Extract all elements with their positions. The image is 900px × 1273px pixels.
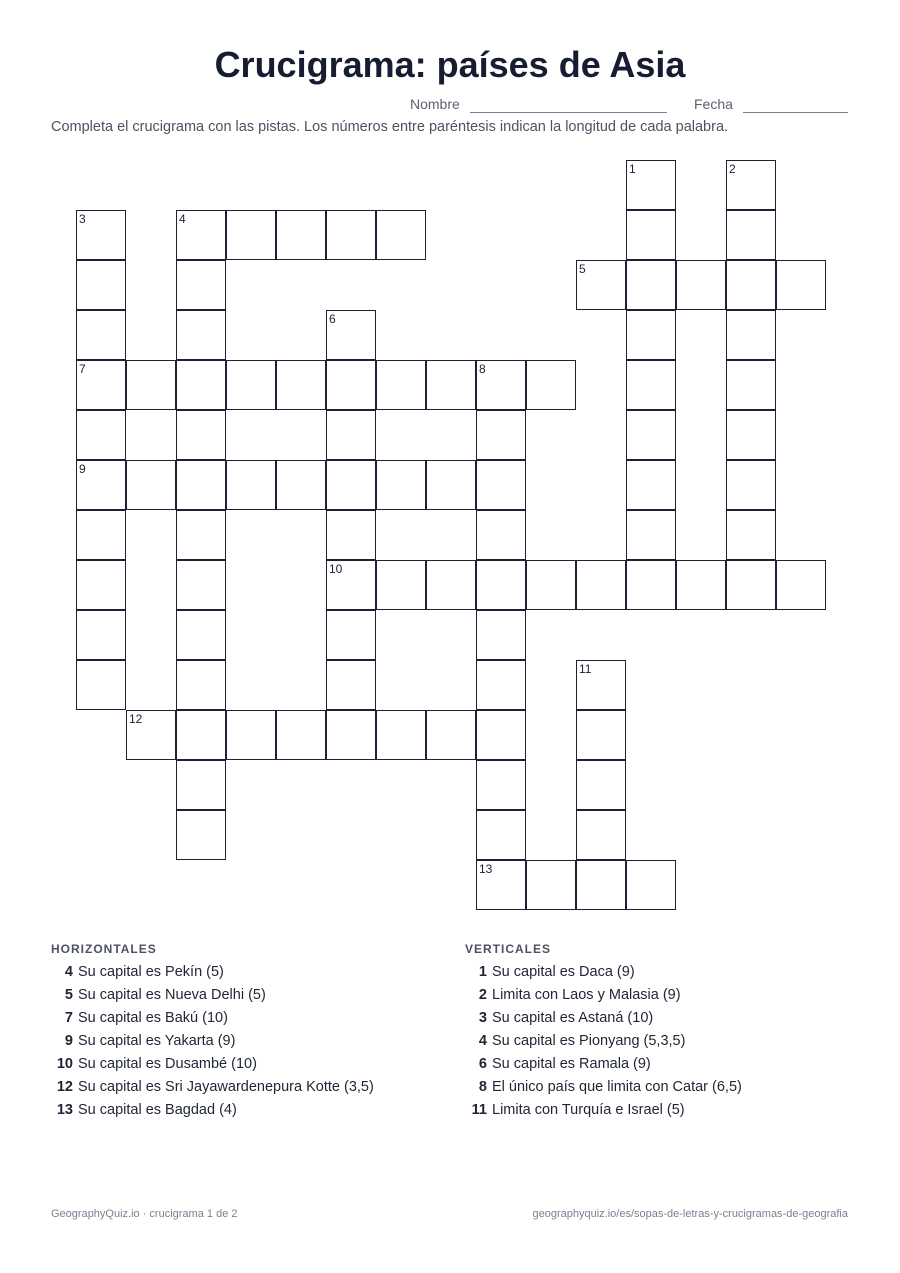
clue-number: 4 (478, 1033, 487, 1049)
clue-text: Su capital es Dusambé (10) (78, 1056, 257, 1072)
grid-cell[interactable] (76, 660, 126, 710)
grid-cell[interactable] (476, 510, 526, 560)
grid-cell[interactable] (426, 710, 476, 760)
clue-item (465, 1056, 865, 1079)
clue-item (465, 964, 865, 987)
clue-number: 8 (478, 1079, 487, 1095)
grid-cell[interactable] (726, 560, 776, 610)
cell-number: 11 (579, 662, 592, 676)
grid-cell[interactable] (726, 260, 776, 310)
footer-right: geographyquiz.io/es/sopas-de-letras-y-crucigramas-de-geografia (532, 1208, 848, 1220)
instructions: Completa el crucigrama con las pistas. Los números entre paréntesis indican la longitud de cada palabra. (51, 119, 729, 135)
grid-cell[interactable] (326, 310, 376, 360)
clue-number: 1 (478, 964, 487, 980)
grid-cell[interactable] (626, 310, 676, 360)
cell-number: 2 (729, 162, 736, 176)
grid-cell[interactable] (726, 210, 776, 260)
grid-cell[interactable] (626, 160, 676, 210)
grid-cell[interactable] (376, 560, 426, 610)
grid-cell[interactable] (726, 160, 776, 210)
grid-cell[interactable] (626, 410, 676, 460)
grid-cell[interactable] (176, 710, 226, 760)
clue-number: 6 (478, 1056, 487, 1072)
grid-cell[interactable] (176, 610, 226, 660)
clue-number: 5 (64, 987, 73, 1003)
grid-cell[interactable] (626, 210, 676, 260)
clue-text: Su capital es Bagdad (4) (78, 1102, 237, 1118)
grid-cell[interactable] (476, 860, 526, 910)
grid-cell[interactable] (776, 260, 826, 310)
clue-text: Su capital es Astaná (10) (492, 1010, 654, 1026)
grid-cell[interactable] (726, 310, 776, 360)
grid-cell[interactable] (476, 660, 526, 710)
clue-item (51, 964, 451, 987)
grid-cell[interactable] (476, 610, 526, 660)
page-title: Crucigrama: países de Asia (214, 44, 686, 85)
clue-item (51, 1102, 451, 1125)
grid-cell[interactable] (326, 210, 376, 260)
grid-cell[interactable] (526, 360, 576, 410)
grid-cell[interactable] (626, 560, 676, 610)
grid-cell[interactable] (476, 360, 526, 410)
clue-text: Su capital es Bakú (10) (78, 1010, 228, 1026)
grid-cell[interactable] (326, 610, 376, 660)
clue-item (465, 1010, 865, 1033)
grid-cell[interactable] (526, 860, 576, 910)
grid-cell[interactable] (76, 260, 126, 310)
clue-number: 10 (56, 1056, 73, 1072)
grid-cell[interactable] (476, 560, 526, 610)
grid-cell[interactable] (626, 510, 676, 560)
grid-cell[interactable] (76, 560, 126, 610)
grid-cell[interactable] (376, 460, 426, 510)
grid-cell[interactable] (176, 260, 226, 310)
clue-text: Su capital es Pekín (5) (78, 964, 224, 980)
clue-text: Su capital es Daca (9) (492, 964, 635, 980)
clue-text: Su capital es Ramala (9) (492, 1056, 651, 1072)
name-label: Nombre (410, 96, 460, 112)
clue-number: 9 (64, 1033, 73, 1049)
grid-cell[interactable] (476, 810, 526, 860)
grid-cell[interactable] (176, 510, 226, 560)
grid-cell[interactable] (326, 560, 376, 610)
grid-cell[interactable] (176, 760, 226, 810)
clue-item (465, 1079, 865, 1102)
cell-number: 6 (329, 312, 336, 326)
clue-text: El único país que limita con Catar (6,5) (492, 1079, 742, 1095)
cell-number: 7 (79, 362, 86, 376)
clue-text: Su capital es Sri Jayawardenepura Kotte (3,5) (78, 1079, 374, 1095)
grid-cell[interactable] (326, 460, 376, 510)
clue-text: Su capital es Nueva Delhi (5) (78, 987, 266, 1003)
grid-cell[interactable] (326, 410, 376, 460)
grid-cell[interactable] (176, 210, 226, 260)
grid-cell[interactable] (476, 460, 526, 510)
clue-number: 7 (64, 1010, 73, 1026)
grid-cell[interactable] (526, 560, 576, 610)
grid-cell[interactable] (726, 360, 776, 410)
clue-text: Su capital es Pionyang (5,3,5) (492, 1033, 686, 1049)
grid-cell[interactable] (726, 510, 776, 560)
grid-cell[interactable] (76, 410, 126, 460)
cell-number: 10 (329, 562, 343, 576)
clue-item (465, 1033, 865, 1056)
grid-cell[interactable] (576, 810, 626, 860)
clue-number: 2 (478, 987, 487, 1003)
grid-cell[interactable] (576, 760, 626, 810)
grid-cell[interactable] (76, 210, 126, 260)
grid-cell[interactable] (176, 810, 226, 860)
grid-cell[interactable] (226, 360, 276, 410)
clue-number: 3 (478, 1010, 487, 1026)
grid-cell[interactable] (376, 210, 426, 260)
cell-number: 3 (79, 212, 86, 226)
grid-cell[interactable] (626, 860, 676, 910)
grid-cell[interactable] (676, 560, 726, 610)
grid-cell[interactable] (726, 410, 776, 460)
grid-cell[interactable] (176, 360, 226, 410)
grid-cell[interactable] (376, 710, 426, 760)
grid-cell[interactable] (326, 660, 376, 710)
clue-number: 11 (471, 1102, 487, 1118)
grid-cell[interactable] (476, 410, 526, 460)
date-field-line[interactable] (743, 112, 848, 113)
down-clue-list (465, 964, 865, 1125)
cell-number: 13 (479, 862, 493, 876)
grid-cell[interactable] (726, 460, 776, 510)
grid-cell[interactable] (626, 260, 676, 310)
across-clue-list (51, 964, 451, 1125)
grid-cell[interactable] (226, 710, 276, 760)
clue-item (465, 987, 865, 1010)
grid-cell[interactable] (226, 210, 276, 260)
cell-number: 5 (579, 262, 586, 276)
date-label: Fecha (694, 96, 733, 112)
grid-cell[interactable] (576, 560, 626, 610)
grid-cell[interactable] (76, 610, 126, 660)
grid-cell[interactable] (126, 460, 176, 510)
down-clues (465, 942, 865, 1125)
grid-cell[interactable] (626, 460, 676, 510)
grid-cell[interactable] (176, 660, 226, 710)
grid-cell[interactable] (326, 510, 376, 560)
clue-text: Limita con Turquía e Israel (5) (492, 1102, 685, 1118)
clue-item (51, 1079, 451, 1102)
clue-number: 13 (56, 1102, 73, 1118)
grid-cell[interactable] (126, 710, 176, 760)
grid-cell[interactable] (576, 860, 626, 910)
grid-cell[interactable] (326, 710, 376, 760)
cell-number: 1 (629, 162, 636, 176)
grid-cell[interactable] (576, 710, 626, 760)
cell-number: 12 (129, 712, 143, 726)
clue-text: Su capital es Yakarta (9) (78, 1033, 236, 1049)
clue-item (51, 987, 451, 1010)
grid-cell[interactable] (276, 210, 326, 260)
grid-cell[interactable] (426, 460, 476, 510)
grid-cell[interactable] (476, 710, 526, 760)
grid-cell[interactable] (176, 410, 226, 460)
grid-cell[interactable] (276, 360, 326, 410)
grid-cell[interactable] (376, 360, 426, 410)
grid-cell[interactable] (676, 260, 726, 310)
cell-number: 9 (79, 462, 86, 476)
grid-cell[interactable] (176, 560, 226, 610)
cell-number: 4 (179, 212, 186, 226)
clue-item (465, 1102, 865, 1125)
grid-cell[interactable] (176, 310, 226, 360)
grid-cell[interactable] (326, 360, 376, 410)
grid-cell[interactable] (576, 660, 626, 710)
grid-cell[interactable] (76, 460, 126, 510)
grid-cell[interactable] (276, 710, 326, 760)
grid-cell[interactable] (426, 360, 476, 410)
grid-cell[interactable] (476, 760, 526, 810)
clue-text: Limita con Laos y Malasia (9) (492, 987, 681, 1003)
clue-item (51, 1010, 451, 1033)
clue-number: 4 (64, 964, 73, 980)
grid-cell[interactable] (226, 460, 276, 510)
clue-item (51, 1056, 451, 1079)
grid-cell[interactable] (76, 360, 126, 410)
across-heading: HORIZONTALES (51, 942, 157, 956)
grid-cell[interactable] (426, 560, 476, 610)
grid-cell[interactable] (176, 460, 226, 510)
grid-cell[interactable] (76, 310, 126, 360)
across-clues (51, 942, 451, 1125)
grid-cell[interactable] (76, 510, 126, 560)
clue-item (51, 1033, 451, 1056)
grid-cell[interactable] (276, 460, 326, 510)
footer-left: GeographyQuiz.io · crucigrama 1 de 2 (51, 1208, 238, 1220)
grid-cell[interactable] (126, 360, 176, 410)
name-field-line[interactable] (470, 112, 667, 113)
clue-number: 12 (56, 1079, 73, 1095)
grid-cell[interactable] (576, 260, 626, 310)
grid-cell[interactable] (626, 360, 676, 410)
cell-number: 8 (479, 362, 486, 376)
down-heading: VERTICALES (465, 942, 552, 956)
grid-cell[interactable] (776, 560, 826, 610)
